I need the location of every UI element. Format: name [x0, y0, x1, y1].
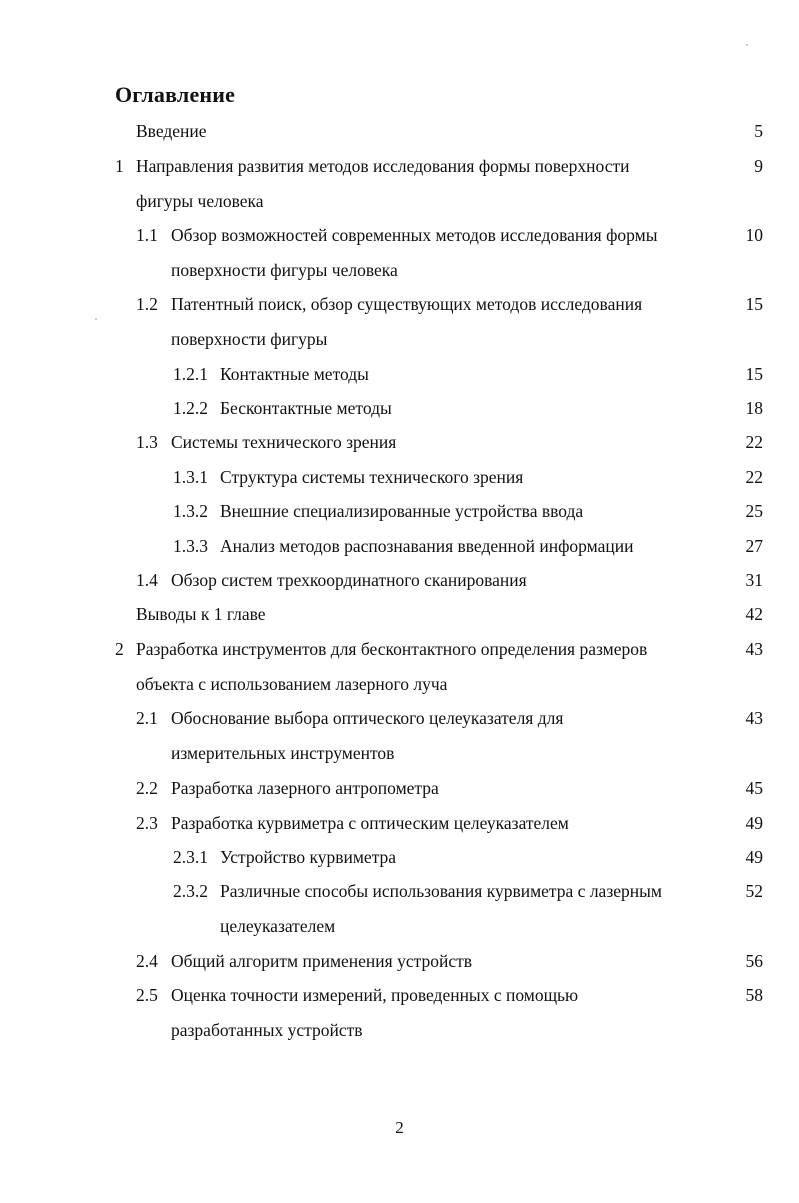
toc-page-number: 27 [745, 536, 763, 556]
toc-entry-text: Направления развития методов исследования формы поверхности [136, 156, 630, 176]
toc-entry-number: 2.5 [136, 985, 158, 1005]
toc-entry-chapter-2 [115, 638, 647, 660]
scan-speck [95, 318, 97, 320]
toc-entry-1-3-2 [173, 500, 583, 522]
toc-page-number: 10 [745, 225, 763, 245]
toc-entry-1-4 [136, 569, 527, 591]
toc-page-number: 58 [745, 985, 763, 1005]
toc-entry-text: Контактные методы [220, 364, 369, 384]
toc-page-number: 18 [745, 398, 763, 418]
toc-entry-text: Различные способы использования курвиметра с лазерным [220, 881, 662, 901]
toc-page-number: 43 [745, 639, 763, 659]
toc-page-number: 49 [745, 813, 763, 833]
toc-entry-number: 1.3.2 [173, 501, 208, 521]
toc-entry-2-3-2 [173, 880, 662, 902]
toc-entry-text: Патентный поиск, обзор существующих методов исследования [171, 294, 643, 314]
toc-entry-continuation: поверхности фигуры [171, 329, 328, 349]
toc-entry-text: Бесконтактные методы [220, 398, 392, 418]
toc-entry-1-2-2 [173, 397, 392, 419]
toc-entry-number: 1.1 [136, 225, 158, 245]
toc-entry-number: 1.2.2 [173, 398, 208, 418]
toc-page-number: 31 [745, 570, 763, 590]
toc-entry-1-3-1 [173, 466, 523, 488]
toc-entry-number: 1.3 [136, 432, 158, 452]
toc-title: Оглавление [115, 82, 236, 107]
toc-entry-2-5 [136, 984, 578, 1006]
toc-page-number: 25 [745, 501, 763, 521]
toc-entry-chapter-1 [115, 155, 629, 177]
toc-entry-1-3-3 [173, 535, 633, 557]
toc-entry-number: 1.4 [136, 570, 158, 590]
toc-entry-continuation: объекта с использованием лазерного луча [136, 674, 448, 694]
page-footer-number: 2 [395, 1118, 404, 1137]
toc-page-number: 22 [745, 467, 763, 487]
toc-page-number: 56 [745, 951, 763, 971]
toc-entry-text: Обоснование выбора оптического целеуказателя для [171, 708, 564, 728]
toc-entry-text: Устройство курвиметра [220, 847, 397, 867]
toc-entry-2-3-1 [173, 846, 396, 868]
toc-entry-2-2 [136, 777, 439, 799]
toc-entry-text: Выводы к 1 главе [136, 604, 266, 624]
toc-entry-number: 2.3 [136, 813, 158, 833]
toc-page-number: 9 [754, 156, 763, 176]
toc-entry-1-1 [136, 224, 657, 246]
toc-entry-number: 2 [115, 639, 124, 659]
toc-entry-number: 2.3.1 [173, 847, 208, 867]
toc-entry-text: Обзор возможностей современных методов исследования формы [171, 225, 658, 245]
toc-entry-text: Общий алгоритм применения устройств [171, 951, 473, 971]
toc-page-number: 5 [754, 121, 763, 141]
toc-entry-continuation: измерительных инструментов [171, 743, 395, 763]
toc-entry-intro [136, 120, 207, 142]
toc-entry-continuation: разработанных устройств [171, 1020, 363, 1040]
toc-page-number: 15 [745, 294, 763, 314]
toc-entry-2-4 [136, 950, 472, 972]
toc-page-number: 15 [745, 364, 763, 384]
toc-entry-number: 1.3.1 [173, 467, 208, 487]
toc-page-number: 45 [745, 778, 763, 798]
toc-entry-1-2-1 [173, 363, 369, 385]
toc-entry-continuation: фигуры человека [136, 191, 264, 211]
toc-entry-text: Структура системы технического зрения [220, 467, 524, 487]
toc-entry-text: Анализ методов распознавания введенной информации [220, 536, 634, 556]
toc-entry-1-2 [136, 293, 642, 315]
toc-entry-text: Оценка точности измерений, проведенных с помощью [171, 985, 579, 1005]
toc-page-number: 42 [745, 604, 763, 624]
toc-entry-number: 2.4 [136, 951, 158, 971]
toc-entry-text: Разработка курвиметра с оптическим целеуказателем [171, 813, 569, 833]
toc-entry-continuation: целеуказателем [220, 916, 336, 936]
toc-entry-text: Внешние специализированные устройства ввода [220, 501, 584, 521]
toc-entry-number: 2.2 [136, 778, 158, 798]
toc-entry-number: 1.3.3 [173, 536, 208, 556]
toc-entry-continuation: поверхности фигуры человека [171, 260, 398, 280]
toc-entry-text: Системы технического зрения [171, 432, 397, 452]
toc-entry-number: 2.3.2 [173, 881, 208, 901]
toc-entry-conclusions-1 [136, 603, 266, 625]
toc-page-number: 43 [745, 708, 763, 728]
toc-entry-text: Разработка инструментов для бесконтактного определения размеров [136, 639, 648, 659]
toc-page-number: 22 [745, 432, 763, 452]
toc-entry-number: 1.2 [136, 294, 158, 314]
toc-entry-text: Введение [136, 121, 207, 141]
toc-page-number: 49 [745, 847, 763, 867]
toc-entry-number: 2.1 [136, 708, 158, 728]
toc-entry-number: 1 [115, 156, 124, 176]
toc-entry-text: Разработка лазерного антропометра [171, 778, 439, 798]
toc-page-number: 52 [745, 881, 763, 901]
toc-entry-number: 1.2.1 [173, 364, 208, 384]
toc-entry-1-3 [136, 431, 396, 453]
toc-entry-text: Обзор систем трехкоординатного сканирования [171, 570, 527, 590]
toc-entry-2-1 [136, 707, 563, 729]
scan-speck [746, 44, 748, 46]
toc-entry-2-3 [136, 812, 569, 834]
